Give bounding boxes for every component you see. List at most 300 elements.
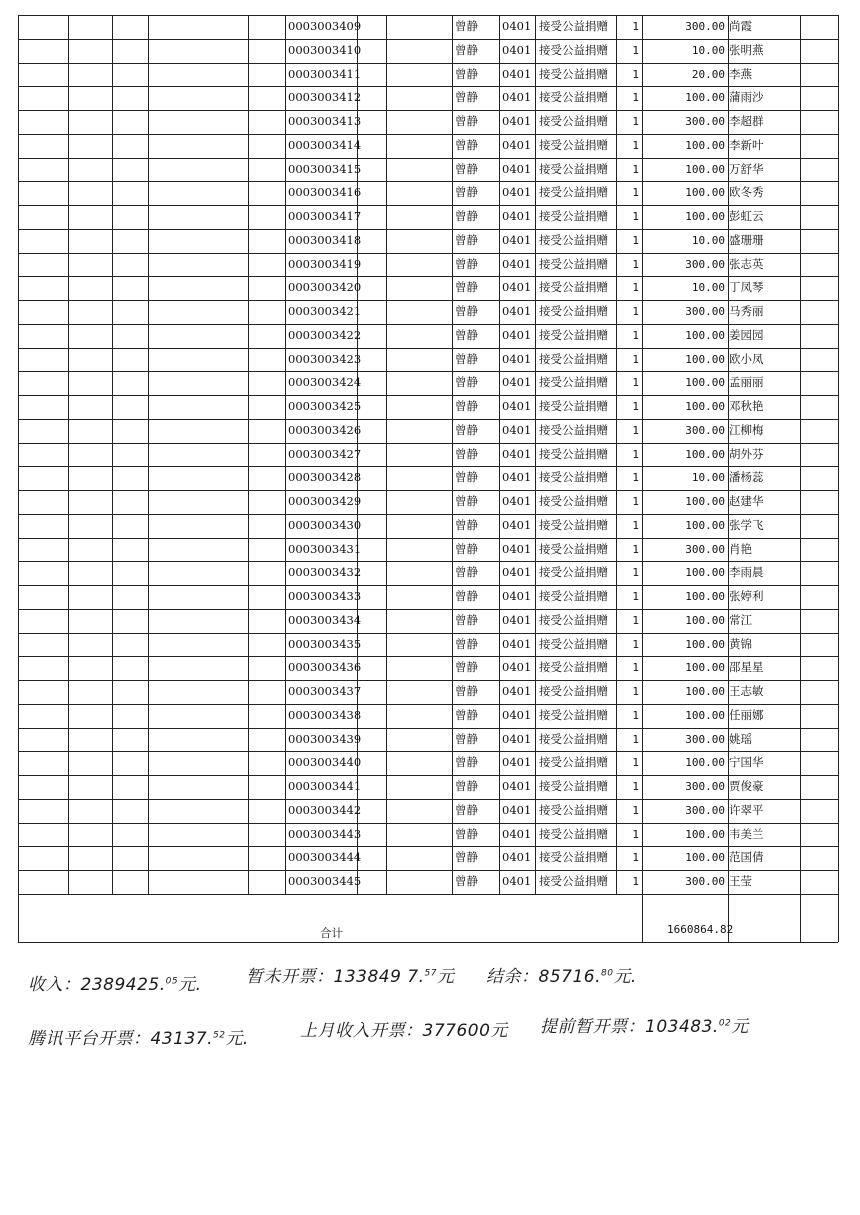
row-rule (18, 253, 838, 254)
amount-cell: 300.00 (685, 20, 725, 33)
amount-cell: 100.00 (685, 613, 725, 627)
handler-cell: 曾静 (455, 541, 478, 556)
dept-code-cell: 0401 (502, 589, 532, 603)
quantity-cell: 1 (632, 518, 639, 532)
note-last-month-unit: 元 (490, 1021, 508, 1041)
quantity-cell: 1 (632, 376, 639, 390)
amount-cell: 100.00 (685, 186, 725, 200)
donor-name-cell: 盛珊珊 (729, 232, 764, 247)
amount-cell: 100.00 (685, 685, 725, 698)
receipt-number-cell: 0003003436 (288, 660, 362, 675)
receipt-number-cell: 0003003415 (288, 161, 362, 176)
quantity-cell: 1 (632, 423, 639, 437)
note-last-month-label: 上月收入开票： (300, 1021, 423, 1041)
receipt-number-cell: 0003003418 (288, 232, 362, 247)
quantity-cell: 1 (632, 186, 639, 200)
receipt-number-cell: 0003003445 (288, 874, 362, 888)
note-balance-value: 85716. (538, 967, 601, 987)
note-platform-invoice (28, 1024, 249, 1049)
row-rule (18, 276, 838, 277)
handler-cell: 曾静 (455, 304, 478, 318)
handler-cell: 曾静 (455, 470, 478, 485)
note-advance-invoice-label: 提前暂开票： (540, 1017, 645, 1037)
donor-name-cell: 李新叶 (729, 137, 764, 152)
description-cell: 接受公益捐赠 (539, 636, 608, 651)
receipt-number-cell: 0003003423 (288, 351, 362, 366)
amount-cell: 100.00 (685, 661, 725, 675)
handler-cell: 曾静 (455, 707, 478, 722)
row-rule (18, 538, 838, 539)
quantity-cell: 1 (632, 732, 639, 746)
receipt-number-cell: 0003003434 (288, 612, 362, 627)
dept-code-cell: 0401 (502, 19, 532, 33)
description-cell: 接受公益捐赠 (539, 612, 608, 627)
handler-cell: 曾静 (455, 185, 478, 200)
handler-cell: 曾静 (455, 684, 478, 698)
amount-cell: 20.00 (691, 67, 725, 81)
handler-cell: 曾静 (455, 90, 478, 105)
quantity-cell: 1 (632, 233, 639, 247)
donor-name-cell: 邓秋艳 (729, 399, 764, 413)
handler-cell: 曾静 (455, 874, 478, 888)
note-advance-invoice-unit: 元 (731, 1017, 749, 1037)
dept-code-cell: 0401 (502, 90, 532, 105)
note-temp-invoice-cents: 57 (424, 968, 437, 979)
quantity-cell: 1 (632, 257, 639, 271)
amount-cell: 300.00 (685, 115, 725, 128)
receipt-number-cell: 0003003417 (288, 209, 362, 223)
dept-code-cell: 0401 (502, 399, 532, 413)
donor-name-cell: 邵星星 (729, 660, 764, 675)
donor-name-cell: 王志敏 (729, 684, 764, 698)
amount-cell: 100.00 (685, 851, 725, 865)
handler-cell: 曾静 (455, 779, 478, 793)
quantity-cell: 1 (632, 613, 639, 627)
note-balance-cents: 80 (600, 968, 614, 979)
row-rule (18, 514, 838, 515)
description-cell: 接受公益捐赠 (539, 42, 608, 57)
description-cell: 接受公益捐赠 (539, 304, 608, 318)
donor-name-cell: 许翠平 (729, 802, 764, 817)
note-platform-invoice-cents: 52 (212, 1030, 226, 1041)
row-rule (18, 609, 838, 610)
row-rule (18, 300, 838, 301)
dept-code-cell: 0401 (502, 446, 532, 461)
amount-cell: 300.00 (685, 542, 725, 556)
donor-name-cell: 常江 (729, 612, 752, 627)
dept-code-cell: 0401 (502, 470, 532, 485)
amount-cell: 100.00 (685, 400, 725, 413)
dept-code-cell: 0401 (502, 850, 532, 865)
row-rule (18, 443, 838, 444)
note-last-month (300, 1016, 508, 1041)
dept-code-cell: 0401 (502, 422, 532, 437)
dept-code-cell: 0401 (502, 779, 532, 793)
amount-cell: 10.00 (691, 43, 725, 57)
receipt-number-cell: 0003003413 (288, 114, 362, 128)
donor-name-cell: 贾俊豪 (729, 779, 764, 793)
donor-name-cell: 马秀丽 (729, 304, 764, 318)
quantity-cell: 1 (632, 352, 639, 366)
receipt-number-cell: 0003003439 (288, 731, 362, 746)
amount-cell: 300.00 (685, 780, 725, 793)
row-rule (18, 86, 838, 87)
receipt-number-cell: 0003003419 (288, 256, 362, 271)
handler-cell: 曾静 (455, 42, 478, 57)
donor-name-cell: 宁国华 (729, 755, 764, 770)
quantity-cell: 1 (632, 305, 639, 318)
quantity-cell: 1 (632, 328, 639, 342)
amount-cell: 100.00 (685, 590, 725, 603)
quantity-cell: 1 (632, 471, 639, 485)
amount-cell: 100.00 (685, 138, 725, 152)
receipt-number-cell: 0003003421 (288, 304, 362, 318)
handler-cell: 曾静 (455, 280, 478, 295)
description-cell: 接受公益捐赠 (539, 802, 608, 817)
quantity-cell: 1 (632, 67, 639, 81)
dept-code-cell: 0401 (502, 826, 532, 841)
receipt-number-cell: 0003003420 (288, 280, 362, 295)
description-cell: 接受公益捐赠 (539, 541, 608, 556)
dept-code-cell: 0401 (502, 304, 532, 318)
handler-cell: 曾静 (455, 232, 478, 247)
row-rule (18, 894, 838, 895)
row-rule (18, 656, 838, 657)
quantity-cell: 1 (632, 447, 639, 461)
amount-cell: 100.00 (685, 352, 725, 366)
description-cell: 接受公益捐赠 (539, 446, 608, 461)
donor-name-cell: 张婷利 (729, 589, 764, 603)
row-rule (18, 134, 838, 135)
description-cell: 接受公益捐赠 (539, 850, 608, 865)
dept-code-cell: 0401 (502, 256, 532, 271)
description-cell: 接受公益捐赠 (539, 517, 608, 532)
donor-name-cell: 胡外芬 (729, 446, 764, 461)
quantity-cell: 1 (632, 400, 639, 413)
row-rule (18, 799, 838, 800)
row-rule (18, 585, 838, 586)
donor-name-cell: 蒲雨沙 (729, 90, 764, 105)
row-rule (18, 158, 838, 159)
column-rule (616, 15, 617, 894)
row-rule (18, 846, 838, 847)
note-advance-invoice-cents: 02 (718, 1018, 732, 1029)
table-bottom-rule (18, 942, 838, 943)
amount-cell: 300.00 (685, 803, 725, 817)
dept-code-cell: 0401 (502, 42, 532, 57)
description-cell: 接受公益捐赠 (539, 422, 608, 437)
receipt-number-cell: 0003003430 (288, 517, 362, 532)
quantity-cell: 1 (632, 210, 639, 223)
row-rule (18, 561, 838, 562)
description-cell: 接受公益捐赠 (539, 327, 608, 342)
receipt-number-cell: 0003003442 (288, 802, 362, 817)
receipt-number-cell: 0003003429 (288, 494, 362, 508)
total-column-rule (838, 894, 839, 942)
receipt-number-cell: 0003003427 (288, 446, 362, 461)
handler-cell: 曾静 (455, 19, 478, 33)
receipt-number-cell: 0003003412 (288, 90, 362, 105)
description-cell: 接受公益捐赠 (539, 90, 608, 105)
handler-cell: 曾静 (455, 660, 478, 675)
note-income-unit: 元. (178, 975, 202, 995)
receipt-number-cell: 0003003432 (288, 565, 362, 580)
row-rule (18, 680, 838, 681)
quantity-cell: 1 (632, 590, 639, 603)
description-cell: 接受公益捐赠 (539, 232, 608, 247)
handler-cell: 曾静 (455, 422, 478, 437)
note-balance-unit: 元. (613, 967, 637, 987)
handler-cell: 曾静 (455, 565, 478, 580)
dept-code-cell: 0401 (502, 517, 532, 532)
donor-name-cell: 姜园园 (729, 327, 764, 342)
dept-code-cell: 0401 (502, 684, 532, 698)
column-rule (285, 15, 286, 894)
row-rule (18, 728, 838, 729)
amount-cell: 100.00 (685, 328, 725, 342)
handler-cell: 曾静 (455, 802, 478, 817)
dept-code-cell: 0401 (502, 660, 532, 675)
receipt-number-cell: 0003003425 (288, 399, 362, 413)
total-amount: 1660864.82 (667, 923, 734, 936)
description-cell: 接受公益捐赠 (539, 280, 608, 295)
amount-cell: 100.00 (685, 162, 725, 176)
row-rule (18, 63, 838, 64)
dept-code-cell: 0401 (502, 707, 532, 722)
receipt-number-cell: 0003003409 (288, 19, 362, 33)
description-cell: 接受公益捐赠 (539, 755, 608, 770)
donor-name-cell: 江柳梅 (729, 422, 764, 437)
donor-name-cell: 李燕 (729, 66, 752, 81)
quantity-cell: 1 (632, 851, 639, 865)
handler-cell: 曾静 (455, 636, 478, 651)
amount-cell: 10.00 (691, 281, 725, 295)
description-cell: 接受公益捐赠 (539, 185, 608, 200)
donor-name-cell: 任丽娜 (729, 707, 764, 722)
quantity-cell: 1 (632, 875, 639, 888)
donor-name-cell: 张学飞 (729, 517, 764, 532)
handler-cell: 曾静 (455, 850, 478, 865)
quantity-cell: 1 (632, 495, 639, 508)
handler-cell: 曾静 (455, 137, 478, 152)
donor-name-cell: 彭虹云 (729, 209, 764, 223)
total-label: 合计 (320, 926, 343, 940)
handler-cell: 曾静 (455, 375, 478, 390)
amount-cell: 300.00 (685, 732, 725, 746)
description-cell: 接受公益捐赠 (539, 375, 608, 390)
donor-name-cell: 张志英 (729, 256, 764, 271)
dept-code-cell: 0401 (502, 114, 532, 128)
description-cell: 接受公益捐赠 (539, 779, 608, 793)
amount-cell: 300.00 (685, 423, 725, 437)
amount-cell: 10.00 (691, 471, 725, 485)
amount-cell: 100.00 (685, 91, 725, 105)
dept-code-cell: 0401 (502, 327, 532, 342)
handler-cell: 曾静 (455, 731, 478, 746)
handler-cell: 曾静 (455, 161, 478, 176)
description-cell: 接受公益捐赠 (539, 351, 608, 366)
total-column-rule (18, 894, 19, 942)
receipt-number-cell: 0003003438 (288, 707, 362, 722)
row-rule (18, 348, 838, 349)
handler-cell: 曾静 (455, 826, 478, 841)
quantity-cell: 1 (632, 281, 639, 295)
donor-name-cell: 肖艳 (729, 541, 752, 556)
note-balance (486, 962, 637, 987)
receipt-number-cell: 0003003444 (288, 850, 362, 865)
dept-code-cell: 0401 (502, 802, 532, 817)
handler-cell: 曾静 (455, 399, 478, 413)
donor-name-cell: 王莹 (729, 874, 752, 888)
amount-cell: 300.00 (685, 257, 725, 271)
note-platform-invoice-value: 43137. (150, 1029, 213, 1049)
note-income-label: 收入： (28, 975, 81, 995)
description-cell: 接受公益捐赠 (539, 209, 608, 223)
note-temp-invoice-value: 133849 7. (333, 967, 425, 987)
donor-name-cell: 李雨晨 (729, 565, 764, 580)
receipt-number-cell: 0003003440 (288, 755, 362, 770)
description-cell: 接受公益捐赠 (539, 660, 608, 675)
amount-cell: 100.00 (685, 518, 725, 532)
description-cell: 接受公益捐赠 (539, 874, 608, 888)
donor-name-cell: 万舒华 (729, 161, 764, 176)
quantity-cell: 1 (632, 542, 639, 556)
quantity-cell: 1 (632, 827, 639, 841)
note-temp-invoice (246, 962, 454, 987)
row-rule (18, 395, 838, 396)
dept-code-cell: 0401 (502, 755, 532, 770)
dept-code-cell: 0401 (502, 185, 532, 200)
description-cell: 接受公益捐赠 (539, 589, 608, 603)
dept-code-cell: 0401 (502, 636, 532, 651)
column-rule (800, 15, 801, 894)
note-income-cents: 05 (165, 976, 179, 987)
receipt-number-cell: 0003003424 (288, 375, 362, 390)
note-temp-invoice-unit: 元 (436, 967, 455, 987)
handler-cell: 曾静 (455, 114, 478, 128)
handler-cell: 曾静 (455, 209, 478, 223)
donor-name-cell: 赵建华 (729, 494, 764, 508)
handler-cell: 曾静 (455, 517, 478, 532)
row-rule (18, 775, 838, 776)
column-rule (68, 15, 69, 894)
note-platform-invoice-unit: 元. (225, 1029, 249, 1049)
row-rule (18, 751, 838, 752)
row-rule (18, 15, 838, 16)
quantity-cell: 1 (632, 637, 639, 651)
dept-code-cell: 0401 (502, 351, 532, 366)
description-cell: 接受公益捐赠 (539, 684, 608, 698)
total-column-rule (642, 894, 643, 942)
dept-code-cell: 0401 (502, 280, 532, 295)
description-cell: 接受公益捐赠 (539, 494, 608, 508)
amount-cell: 100.00 (685, 708, 725, 722)
description-cell: 接受公益捐赠 (539, 256, 608, 271)
dept-code-cell: 0401 (502, 874, 532, 888)
column-rule (112, 15, 113, 894)
donor-name-cell: 范国倩 (729, 850, 764, 865)
description-cell: 接受公益捐赠 (539, 161, 608, 176)
donor-name-cell: 欧冬秀 (729, 185, 764, 200)
handler-cell: 曾静 (455, 612, 478, 627)
description-cell: 接受公益捐赠 (539, 399, 608, 413)
note-temp-invoice-label: 暂未开票： (246, 967, 334, 987)
amount-cell: 10.00 (691, 233, 725, 247)
quantity-cell: 1 (632, 756, 639, 770)
handler-cell: 曾静 (455, 494, 478, 508)
row-rule (18, 39, 838, 40)
total-column-rule (800, 894, 801, 942)
receipt-number-cell: 0003003410 (288, 42, 362, 57)
handler-cell: 曾静 (455, 327, 478, 342)
receipt-number-cell: 0003003411 (288, 66, 362, 81)
donor-name-cell: 姚瑶 (729, 731, 752, 746)
dept-code-cell: 0401 (502, 565, 532, 580)
column-rule (18, 15, 19, 894)
row-rule (18, 371, 838, 372)
column-rule (838, 15, 839, 894)
description-cell: 接受公益捐赠 (539, 470, 608, 485)
row-rule (18, 823, 838, 824)
quantity-cell: 1 (632, 43, 639, 57)
donor-name-cell: 张明燕 (729, 42, 764, 57)
quantity-cell: 1 (632, 91, 639, 105)
amount-cell: 100.00 (685, 827, 725, 841)
row-rule (18, 466, 838, 467)
receipt-number-cell: 0003003435 (288, 636, 362, 651)
handler-cell: 曾静 (455, 351, 478, 366)
handler-cell: 曾静 (455, 256, 478, 271)
row-rule (18, 490, 838, 491)
row-rule (18, 633, 838, 634)
note-balance-label: 结余： (486, 967, 539, 987)
receipt-number-cell: 0003003414 (288, 137, 362, 152)
row-rule (18, 870, 838, 871)
quantity-cell: 1 (632, 661, 639, 675)
column-rule (248, 15, 249, 894)
donor-name-cell: 丁凤琴 (729, 280, 764, 295)
receipt-number-cell: 0003003426 (288, 422, 362, 437)
quantity-cell: 1 (632, 685, 639, 698)
description-cell: 接受公益捐赠 (539, 707, 608, 722)
quantity-cell: 1 (632, 115, 639, 128)
receipt-number-cell: 0003003443 (288, 826, 362, 841)
amount-cell: 100.00 (685, 210, 725, 223)
row-rule (18, 181, 838, 182)
row-rule (18, 110, 838, 111)
description-cell: 接受公益捐赠 (539, 826, 608, 841)
dept-code-cell: 0401 (502, 541, 532, 556)
amount-cell: 100.00 (685, 376, 725, 390)
amount-cell: 100.00 (685, 756, 725, 770)
column-rule (499, 15, 500, 894)
quantity-cell: 1 (632, 162, 639, 176)
receipt-number-cell: 0003003433 (288, 589, 362, 603)
column-rule (642, 15, 643, 894)
row-rule (18, 704, 838, 705)
dept-code-cell: 0401 (502, 137, 532, 152)
dept-code-cell: 0401 (502, 232, 532, 247)
row-rule (18, 205, 838, 206)
amount-cell: 300.00 (685, 875, 725, 888)
quantity-cell: 1 (632, 803, 639, 817)
description-cell: 接受公益捐赠 (539, 19, 608, 33)
dept-code-cell: 0401 (502, 66, 532, 81)
note-income (28, 970, 201, 995)
amount-cell: 100.00 (685, 495, 725, 508)
donor-name-cell: 韦美兰 (729, 826, 764, 841)
row-rule (18, 229, 838, 230)
